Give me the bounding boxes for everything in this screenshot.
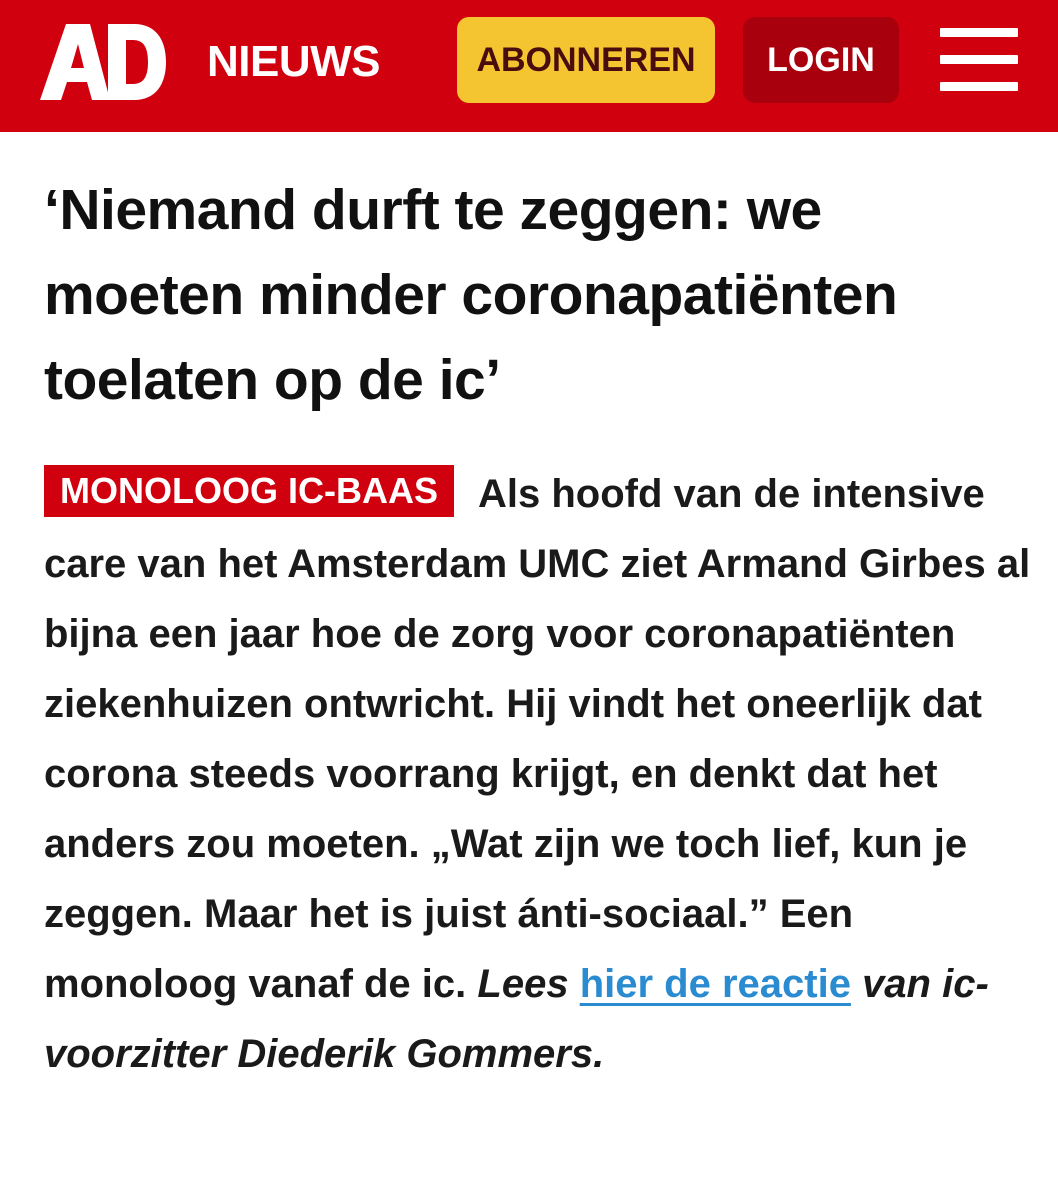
login-button[interactable]: LOGIN <box>743 17 899 103</box>
intro-text: Als hoofd van de intensive care van het Amsterdam UMC ziet Armand Girbes al bijna een jaar hoe de zorg voor coronapatiënten ziekenhuizen ontwricht. Hij vindt het oneerlijk dat corona steeds voorrang krijgt, en denkt dat het anders zou moeten. „Wat zijn we toch lief, kun je zeggen. Maar het is juist ánti-sociaal.” Een monoloog vanaf de ic. <box>44 472 1031 1006</box>
hamburger-menu-icon[interactable] <box>940 26 1018 92</box>
article-category-tag: MONOLOOG IC-BAAS <box>44 465 454 517</box>
section-label[interactable]: NIEUWS <box>207 37 380 86</box>
intro-read-prefix: Lees <box>477 962 569 1006</box>
ad-logo[interactable] <box>38 22 168 102</box>
intro-read-suffix: van ic-voorzitter Diederik Gommers. <box>44 962 989 1076</box>
article-intro <box>44 459 1034 1089</box>
article-headline: ‘Niemand durft te zeggen: we moeten minder coronapatiënten toelaten op de ic’ <box>44 178 898 412</box>
top-navigation-bar <box>0 0 1058 132</box>
reaction-link[interactable]: hier de reactie <box>579 962 851 1006</box>
subscribe-button[interactable]: ABONNEREN <box>457 17 715 103</box>
